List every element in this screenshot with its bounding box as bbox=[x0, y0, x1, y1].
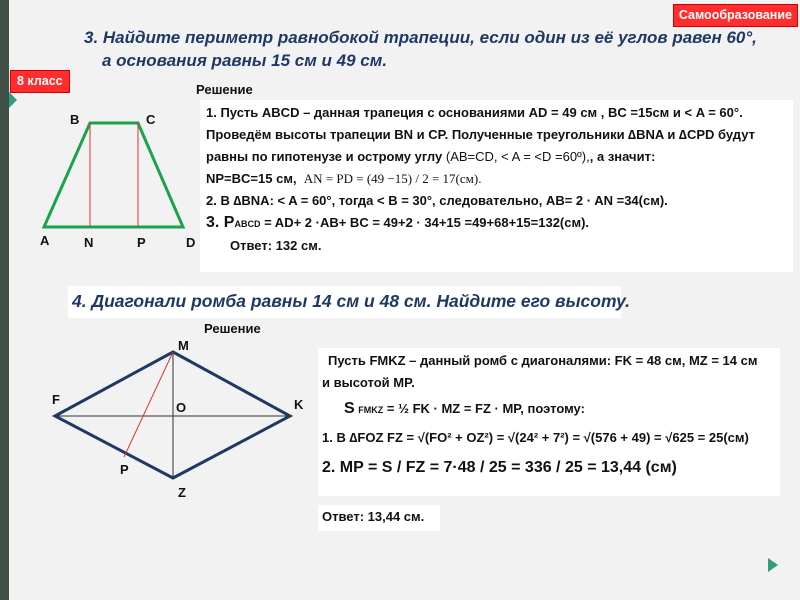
p4-line-1: Пусть FMKZ – данный ромб с диагоналями: FK = 48 см, MZ = 14 см bbox=[328, 353, 758, 368]
vertex-label-f: F bbox=[52, 392, 60, 407]
p3-line-6: 3. PABCD = AD+ 2 ·AB+ BC = 49+2 · 34+15 =49+68+15=132(см). bbox=[206, 214, 590, 231]
problem3-title-line1: 3. Найдите периметр равнобокой трапеции, если один из её углов равен 60°, bbox=[84, 28, 757, 47]
vertex-label-o: O bbox=[176, 400, 187, 415]
vertex-label-d: D bbox=[186, 235, 196, 250]
problem3-solution-box bbox=[200, 100, 793, 272]
problem4-answer-box bbox=[318, 505, 440, 531]
vertex-label-p2: P bbox=[120, 462, 129, 477]
vertex-label-k: K bbox=[294, 397, 304, 412]
p3-line-3: равны по гипотенузе и острому углу (AB=CD, < A = <D =60º),, а значит: bbox=[206, 149, 656, 164]
p4-line-2: и высотой MP. bbox=[322, 375, 415, 390]
vertex-label-z: Z bbox=[178, 485, 186, 500]
p4-line-3: S FMKZ = ½ FK · MZ = FZ · MP, поэтому: bbox=[344, 400, 585, 417]
self-study-badge: Самообразование bbox=[673, 4, 798, 27]
trapezoid-abcd bbox=[44, 123, 183, 227]
problem4-title: 4. Диагонали ромба равны 14 см и 48 см. Найдите его высоту. bbox=[72, 291, 631, 311]
p3-line-2: Проведём высоты трапеции BN и CP. Полученные треугольники ∆BNA и ∆CPD будут bbox=[206, 127, 755, 142]
vertex-label-a: A bbox=[40, 233, 50, 248]
vertex-label-p: P bbox=[137, 235, 146, 250]
p3-answer: Ответ: 132 см. bbox=[230, 238, 322, 253]
grade-badge: 8 класс bbox=[10, 70, 70, 93]
vertex-label-m: M bbox=[178, 338, 189, 353]
problem4-solution-label: Решение bbox=[204, 321, 261, 336]
p4-line-5: 2. MP = S / FZ = 7·48 / 25 = 336 / 25 = 13,44 (см) bbox=[322, 459, 677, 476]
p3-line-1: 1. Пусть ABCD – данная трапеция с основаниями AD = 49 см , BC =15см и < A = 60°. bbox=[206, 105, 743, 120]
problem3-solution-label: Решение bbox=[196, 82, 253, 97]
p3-line-5: 2. В ∆BNA: < A = 60°, тогда < B = 30°, следовательно, AB= 2 · AN =34(см). bbox=[206, 193, 668, 208]
problem4-title-box bbox=[68, 286, 631, 318]
vertex-label-b: B bbox=[70, 112, 80, 127]
vertex-label-n: N bbox=[84, 235, 94, 250]
problem4-solution-box bbox=[318, 348, 780, 496]
height-mp bbox=[124, 352, 173, 457]
vertex-label-c: C bbox=[146, 112, 156, 127]
problem3-title-line2: а основания равны 15 см и 49 см. bbox=[102, 51, 388, 70]
p4-line-4: 1. В ∆FOZ FZ = √(FO² + OZ²) = √(24² + 7²) = √(576 + 49) = √625 = 25(см) bbox=[322, 430, 749, 445]
p4-answer: Ответ: 13,44 см. bbox=[322, 509, 425, 524]
p3-line-4: NP=BC=15 см, AN = PD = (49 −15) / 2 = 17(см). bbox=[206, 171, 482, 186]
